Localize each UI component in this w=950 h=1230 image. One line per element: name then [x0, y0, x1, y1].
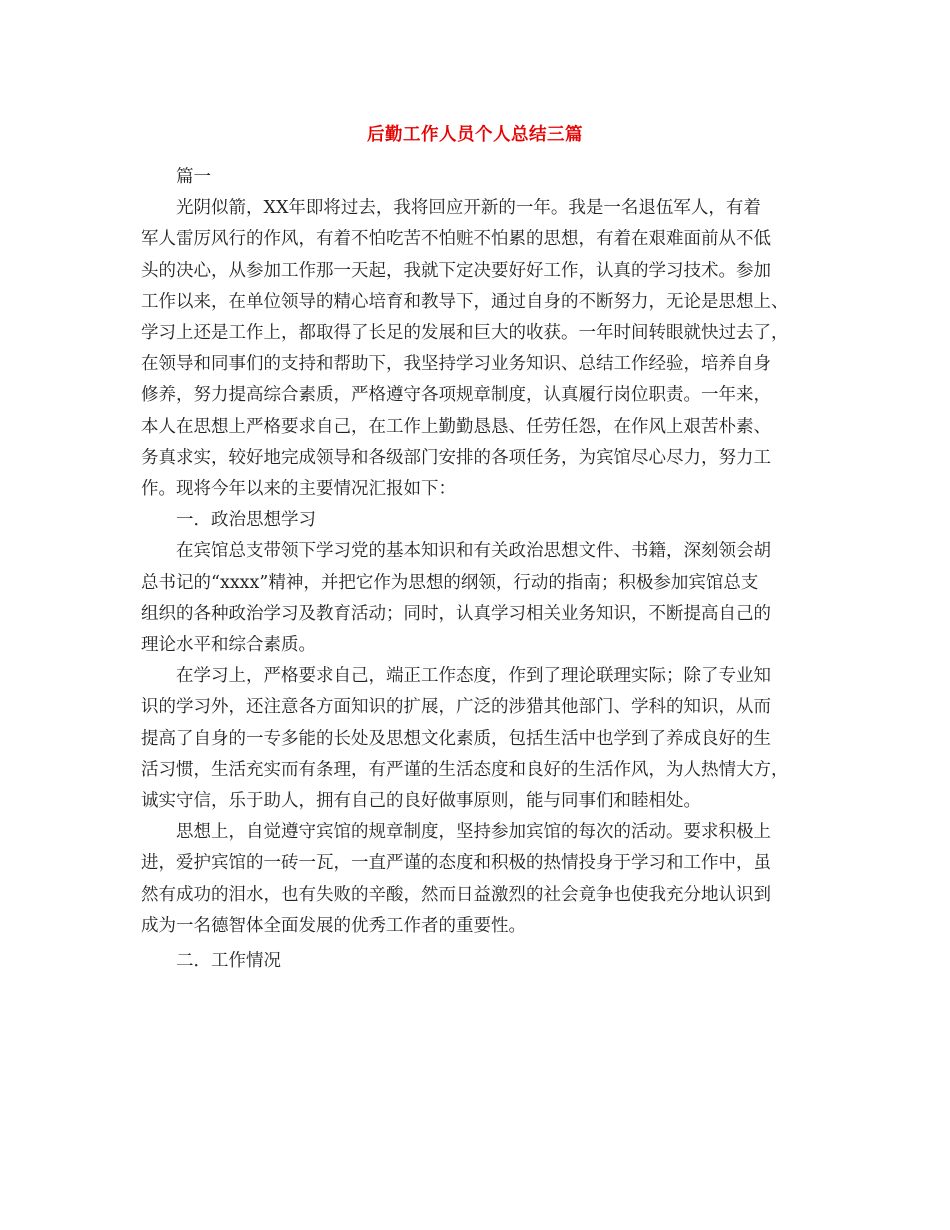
paragraph-line: 提高了自身的一专多能的长处及思想文化素质，包括生活中也学到了养成良好的生 — [141, 728, 771, 749]
paragraph-line: 工作以来，在单位领导的精心培育和教导下，通过自身的不断努力，无论是思想上、 — [141, 291, 789, 312]
paragraph — [141, 817, 821, 942]
heading-political-study: 一．政治思想学习 — [176, 510, 316, 531]
heading-work-situation: 二．工作情况 — [176, 951, 281, 972]
paragraph — [141, 193, 821, 505]
document-title: 后勤工作人员个人总结三篇 — [367, 125, 583, 145]
paragraph-line: 进，爱护宾馆的一砖一瓦，一直严谨的态度和积极的热情投身于学习和工作中，虽 — [141, 853, 771, 874]
paragraph-line: 组织的各种政治学习及教育活动；同时，认真学习相关业务知识，不断提高自己的 — [141, 603, 771, 624]
paragraph-line: 头的决心，从参加工作那一天起，我就下定决要好好工作，认真的学习技术。参加 — [141, 260, 771, 281]
paragraph-line: 学习上还是工作上，都取得了长足的发展和巨大的收获。一年时间转眼就快过去了， — [141, 323, 789, 344]
paragraph-line: 军人雷厉风行的作风，有着不怕吃苦不怕赃不怕累的思想，有着在艰难面前从不低 — [141, 229, 771, 250]
paragraph-line: 然有成功的泪水，也有失败的辛酸，然而日益激烈的社会竟争也使我充分地认识到 — [141, 884, 771, 905]
paragraph-line: 在领导和同事们的支持和帮助下，我坚持学习业务知识、总结工作经验，培养自身 — [141, 354, 771, 375]
paragraph-line: 识的学习外，还注意各方面知识的扩展，广泛的涉猎其他部门、学科的知识，从而 — [141, 697, 771, 718]
paragraph — [141, 536, 821, 661]
paragraph-line: 理论水平和综合素质。 — [141, 635, 316, 656]
paragraph-line: 活习惯，生活充实而有条理，有严谨的生活态度和良好的生活作风，为人热情大方， — [141, 759, 789, 780]
paragraph-line: 光阴似箭，XX年即将过去，我将回应开新的一年。我是一名退伍军人，有着 — [176, 198, 761, 219]
document-body — [141, 162, 821, 977]
paragraph-line: 在学习上，严格要求自己，端正工作态度，作到了理论联理实际；除了专业知 — [176, 666, 771, 687]
paragraph-line: 诚实守信，乐于助人，拥有自己的良好做事原则，能与同事们和睦相处。 — [141, 791, 701, 812]
intro-paragraphs — [141, 193, 821, 505]
paragraph-line: 在宾馆总支带领下学习党的基本知识和有关政治思想文件、书籍，深刻领会胡 — [176, 541, 771, 562]
paragraph — [141, 661, 821, 817]
paragraph-line: 务真求实，较好地完成领导和各级部门安排的各项任务，为宾馆尽心尽力，努力工 — [141, 447, 771, 468]
section-label: 篇一 — [176, 167, 211, 187]
section1-paragraphs — [141, 536, 821, 942]
paragraph-line: 思想上，自觉遵守宾馆的规章制度，坚持参加宾馆的每次的活动。要求积极上 — [176, 822, 771, 843]
paragraph-line: 总书记的“xxxx”精神，并把它作为思想的纲领，行动的指南；积极参加宾馆总支 — [141, 572, 759, 593]
paragraph-line: 作。现将今年以来的主要情况汇报如下： — [141, 479, 456, 500]
paragraph-line: 修养，努力提高综合素质，严格遵守各项规章制度，认真履行岗位职责。一年来， — [141, 385, 771, 406]
paragraph-line: 成为一名德智体全面发展的优秀工作者的重要性。 — [141, 915, 526, 936]
paragraph-line: 本人在思想上严格要求自己，在工作上勤勤恳恳、任劳任怨，在作风上艰苦朴素、 — [141, 416, 771, 437]
